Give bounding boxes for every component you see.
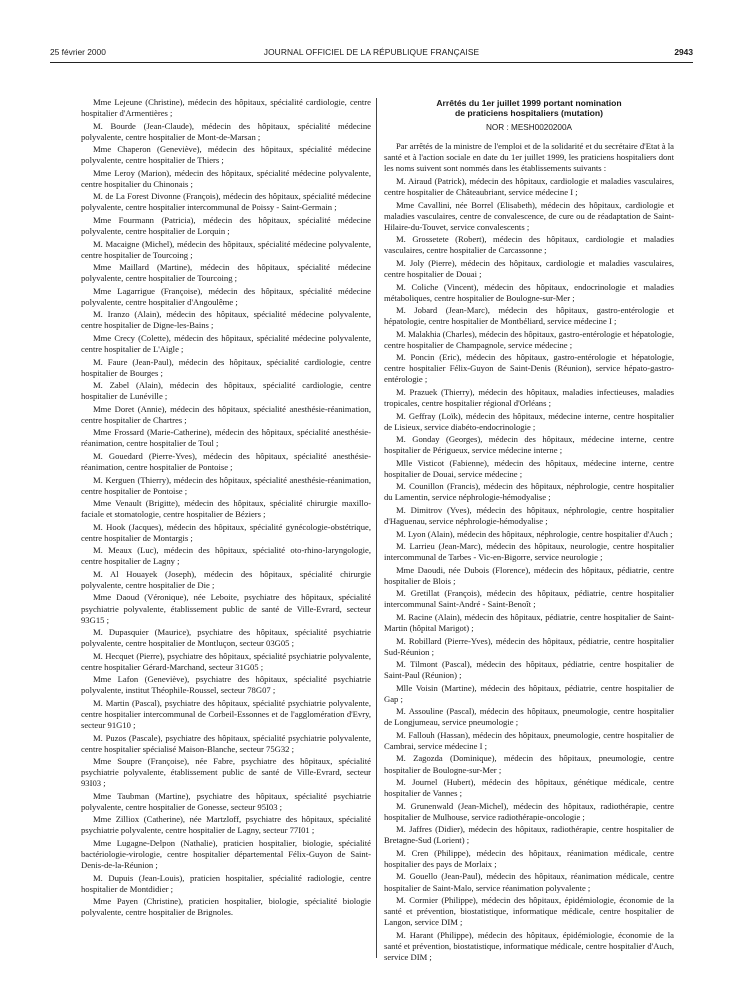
list-item: M. Meaux (Luc), médecin des hôpitaux, spécialité oto-rhino-laryngologie, centre hospitalier de Lagny ; [81,545,371,567]
list-item: M. Geffray (Loïk), médecin des hôpitaux, médecine interne, centre hospitalier de Lisieux, service diabéto-endocrinologie ; [384,410,674,432]
list-item: M. Gretillat (François), médecin des hôpitaux, pédiatrie, centre hospitalier intercommunal Saint-André - Saint-Benoît ; [384,588,674,610]
heading-line: de praticiens hospitaliers (mutation) [454,108,604,118]
list-item: M. Prazuek (Thierry), médecin des hôpitaux, maladies infectieuses, maladies tropicales, centre hospitalier régional d'Orléans ; [384,387,674,409]
list-item: M. Gouello (Jean-Paul), médecin des hôpitaux, réanimation médicale, centre hospitalier de Saint-Malo, service réanimation polyvalente ; [384,871,674,893]
list-item: M. Joly (Pierre), médecin des hôpitaux, cardiologie et maladies vasculaires, centre hospitalier de Douai ; [384,258,674,280]
list-item: M. Gonday (Georges), médecin des hôpitaux, médecine interne, centre hospitalier de Périgueux, service médecine interne ; [384,434,674,456]
list-item: M. Martin (Pascal), psychiatre des hôpitaux, spécialité psychiatrie polyvalente, centre hospitalier intercommunal de Corbeil-Essonnes et de l'agglomération d'Evry, secteur 91G10 ; [81,697,371,730]
list-item: Mme Taubman (Martine), psychiatre des hôpitaux, spécialité psychiatrie polyvalente, centre hospitalier de Gonesse, secteur 95I03 ; [81,790,371,812]
list-item: Mme Lagarrigue (Françoise), médecin des hôpitaux, spécialité médecine polyvalente, centre hospitalier d'Angoulême ; [81,285,371,307]
list-item: Mme Frossard (Marie-Catherine), médecin des hôpitaux, spécialité anesthésie-réanimation, centre hospitalier de Toul ; [81,427,371,449]
list-item: M. Counillon (Francis), médecin des hôpitaux, néphrologie, centre hospitalier du Lamentin, service néphrologie-hémodyalise ; [384,481,674,503]
list-item: M. Robillard (Pierre-Yves), médecin des hôpitaux, pédiatrie, centre hospitalier Sud-Réunion ; [384,635,674,657]
list-item: M. Harant (Philippe), médecin des hôpitaux, épidémiologie, économie de la santé et prévention, biostatistique, informatique médicale, centre hospitalier d'Auch, service DIM ; [384,929,674,962]
column-divider [376,98,377,958]
list-item: M. Airaud (Patrick), médecin des hôpitaux, cardiologie et maladies vasculaires, centre hospitalier de Châteaubriant, service médecine I ; [384,176,674,198]
list-item: Mme Chaperon (Geneviève), médecin des hôpitaux, spécialité médecine polyvalente, centre hospitalier de Thiers ; [81,144,371,166]
publication-date: 25 février 2000 [50,47,106,57]
nor-reference: NOR : MESH0020200A [485,123,572,132]
page-header [50,47,693,59]
list-item: Mme Venault (Brigitte), médecin des hôpitaux, spécialité chirurgie maxillo-faciale et stomatologie, centre hospitalier de Béziers ; [81,498,371,520]
list-item: M. Bourde (Jean-Claude), médecin des hôpitaux, spécialité médecine polyvalente, centre hospitalier de Mont-de-Marsan ; [81,120,371,142]
list-item: M. Racine (Alain), médecin des hôpitaux, pédiatrie, centre hospitalier de Saint-Martin (hôpital Marigot) ; [384,611,674,633]
list-item: Mme Leroy (Marion), médecin des hôpitaux, spécialité médecine polyvalente, centre hospitalier du Chinonais ; [81,167,371,189]
list-item: M. Cren (Philippe), médecin des hôpitaux, réanimation médicale, centre hospitalier des pays de Morlaix ; [384,847,674,869]
list-item: M. Coliche (Vincent), médecin des hôpitaux, endocrinologie et maladies métaboliques, centre hospitalier de Boulogne-sur-Mer ; [384,281,674,303]
heading-line: Arrêtés du 1er juillet 1999 portant nomination [436,98,622,108]
list-item: M. Dimitrov (Yves), médecin des hôpitaux, néphrologie, centre hospitalier d'Haguenau, service néphrologie-hémodyalise ; [384,505,674,527]
list-item: Mme Lejeune (Christine), médecin des hôpitaux, spécialité cardiologie, centre hospitalier d'Armentières ; [81,97,371,119]
list-item: M. Larrieu (Jean-Marc), médecin des hôpitaux, neurologie, centre hospitalier intercommunal de Tarbes - Vic-en-Bigorre, service neurologie ; [384,541,674,563]
left-column [81,97,371,920]
intro-paragraph: Par arrêtés de la ministre de l'emploi et de la solidarité et du secrétaire d'Etat à la santé et à l'action sociale en date du 1er juillet 1999, les praticiens hospitaliers dont les noms suivent sont nommés dans les établissements suivants : [384,141,674,174]
list-item: M. Journel (Hubert), médecin des hôpitaux, génétique médicale, centre hospitalier de Vannes ; [384,777,674,799]
list-item: M. Grossetete (Robert), médecin des hôpitaux, cardiologie et maladies vasculaires, centre hospitalier de Carcassonne ; [384,234,674,256]
list-item: Mme Soupre (Françoise), née Fabre, psychiatre des hôpitaux, spécialité psychiatrie polyvalente, établissement public de santé de Ville-Evrard, secteur 93I03 ; [81,756,371,789]
list-item: M. Jaffres (Didier), médecin des hôpitaux, radiothérapie, centre hospitalier de Bretagne-Sud (Lorient) ; [384,824,674,846]
list-item: Mme Payen (Christine), praticien hospitalier, biologie, spécialité biologie polyvalente, centre hospitalier de Brignoles. [81,896,371,918]
list-item: M. Macaigne (Michel), médecin des hôpitaux, spécialité médecine polyvalente, centre hospitalier de Tourcoing ; [81,238,371,260]
section-heading [384,98,674,118]
list-item: M. Hook (Jacques), médecin des hôpitaux, spécialité gynécologie-obstétrique, centre hospitalier de Montargis ; [81,521,371,543]
list-item: M. Gouedard (Pierre-Yves), médecin des hôpitaux, spécialité anesthésie-réanimation, centre hospitalier de Pontoise ; [81,450,371,472]
list-item: Mme Crecy (Colette), médecin des hôpitaux, spécialité médecine polyvalente, centre hospitalier de L'Aigle ; [81,332,371,354]
list-item: M. Malakhia (Charles), médecin des hôpitaux, gastro-entérologie et hépatologie, centre hospitalier de Champagnole, service médecine ; [384,328,674,350]
list-item: Mlle Visticot (Fabienne), médecin des hôpitaux, médecine interne, centre hospitalier de Douai, service médecine ; [384,457,674,479]
list-item: M. Assouline (Pascal), médecin des hôpitaux, pneumologie, centre hospitalier de Longjumeau, service pneumologie ; [384,706,674,728]
list-item: M. Grunenwald (Jean-Michel), médecin des hôpitaux, radiothérapie, centre hospitalier de Mulhouse, service radiothérapie-oncologie ; [384,800,674,822]
journal-title: JOURNAL OFFICIEL DE LA RÉPUBLIQUE FRANÇAISE [263,47,480,57]
list-item: Mme Fourmann (Patricia), médecin des hôpitaux, spécialité médecine polyvalente, centre hospitalier de Lorquin ; [81,214,371,237]
list-item: Mlle Voisin (Martine), médecin des hôpitaux, pédiatrie, centre hospitalier de Gap ; [384,682,674,704]
list-item: M. Cormier (Philippe), médecin des hôpitaux, épidémiologie, économie de la santé et prévention, biostatistique, informatique médicale, centre hospitalier de Langon, service DIM ; [384,895,674,928]
list-item: M. Lyon (Alain), médecin des hôpitaux, néphrologie, centre hospitalier d'Auch ; [396,528,673,539]
right-column [384,98,674,964]
list-item: Mme Zilliox (Catherine), née Martzloff, psychiatre des hôpitaux, spécialité psychiatrie polyvalente, centre hospitalier de Lagny, secteur 77I01 ; [81,814,371,836]
list-item: Mme Daoudi, née Dubois (Florence), médecin des hôpitaux, pédiatrie, centre hospitalier de Blois ; [384,564,674,586]
list-item: Mme Lugagne-Delpon (Nathalie), praticien hospitalier, biologie, spécialité bactériologie-virologie, centre hospitalier départemental Félix-Guyon de Saint-Denis-de-la-Réunion ; [81,837,371,871]
list-item: M. de La Forest Divonne (François), médecin des hôpitaux, spécialité médecine polyvalente, centre hospitalier intercommunal de Poissy - Saint-Germain ; [81,191,371,213]
list-item: Mme Lafon (Geneviève), psychiatre des hôpitaux, spécialité psychiatrie polyvalente, institut Théophile-Roussel, secteur 78G07 ; [81,674,371,696]
list-item: Mme Doret (Annie), médecin des hôpitaux, spécialité anesthésie-réanimation, centre hospitalier de Chartres ; [81,403,371,425]
list-item: M. Puzos (Pascale), psychiatre des hôpitaux, spécialité psychiatrie polyvalente, centre hospitalier spécialisé Maison-Blanche, secteur 75G32 ; [81,732,371,754]
page-number: 2943 [674,47,693,57]
list-item: M. Dupuis (Jean-Louis), praticien hospitalier, spécialité radiologie, centre hospitalier de Montdidier ; [81,872,371,894]
list-item: M. Kerguen (Thierry), médecin des hôpitaux, spécialité anesthésie-réanimation, centre hospitalier de Pontoise ; [81,474,371,496]
list-item: M. Tilmont (Pascal), médecin des hôpitaux, pédiatrie, centre hospitalier de Saint-Paul (Réunion) ; [384,659,674,681]
list-item: M. Poncin (Eric), médecin des hôpitaux, gastro-entérologie et hépatologie, centre hospitalier Félix-Guyon de Saint-Denis (Réunion), service hépato-gastro-entérologie ; [384,352,674,385]
list-item: M. Fallouh (Hassan), médecin des hôpitaux, pneumologie, centre hospitalier de Cambrai, service médecine I ; [384,729,674,751]
list-item: M. Zabel (Alain), médecin des hôpitaux, spécialité cardiologie, centre hospitalier de Lunéville ; [81,380,371,402]
list-item: Mme Maillard (Martine), médecin des hôpitaux, spécialité médecine polyvalente, centre hospitalier de Tourcoing ; [81,262,371,284]
list-item: M. Faure (Jean-Paul), médecin des hôpitaux, spécialité cardiologie, centre hospitalier de Bourges ; [81,356,371,378]
list-item: Mme Daoud (Véronique), née Leboite, psychiatre des hôpitaux, spécialité psychiatrie polyvalente, établissement public de santé de Ville-Evrard, secteur 93G15 ; [81,592,371,625]
list-item: Mme Cavallini, née Borrel (Elisabeth), médecin des hôpitaux, cardiologie et maladies vasculaires, centre de convalescence, de cure ou de réadaptation de Saint-Hilaire-du-Touvet, service convalescents ; [384,199,674,232]
list-item: M. Al Houayek (Joseph), médecin des hôpitaux, spécialité chirurgie polyvalente, centre hospitalier de Die ; [81,568,371,590]
list-item: M. Dupasquier (Maurice), psychiatre des hôpitaux, spécialité psychiatrie polyvalente, centre hospitalier de Montluçon, secteur 03G05 ; [81,627,371,649]
list-item: M. Jobard (Jean-Marc), médecin des hôpitaux, gastro-entérologie et hépatologie, centre hospitalier de Montbéliard, service médecine I ; [384,305,674,327]
list-item: M. Hecquet (Pierre), psychiatre des hôpitaux, spécialité psychiatrie polyvalente, centre hospitalier Gérard-Marchand, secteur 31G05 ; [81,650,371,672]
header-rule [50,62,693,63]
list-item: M. Zagozda (Dominique), médecin des hôpitaux, pneumologie, centre hospitalier de Boulogne-sur-Mer ; [384,753,674,775]
list-item: M. Iranzo (Alain), médecin des hôpitaux, spécialité médecine polyvalente, centre hospitalier de Digne-les-Bains ; [81,309,371,331]
